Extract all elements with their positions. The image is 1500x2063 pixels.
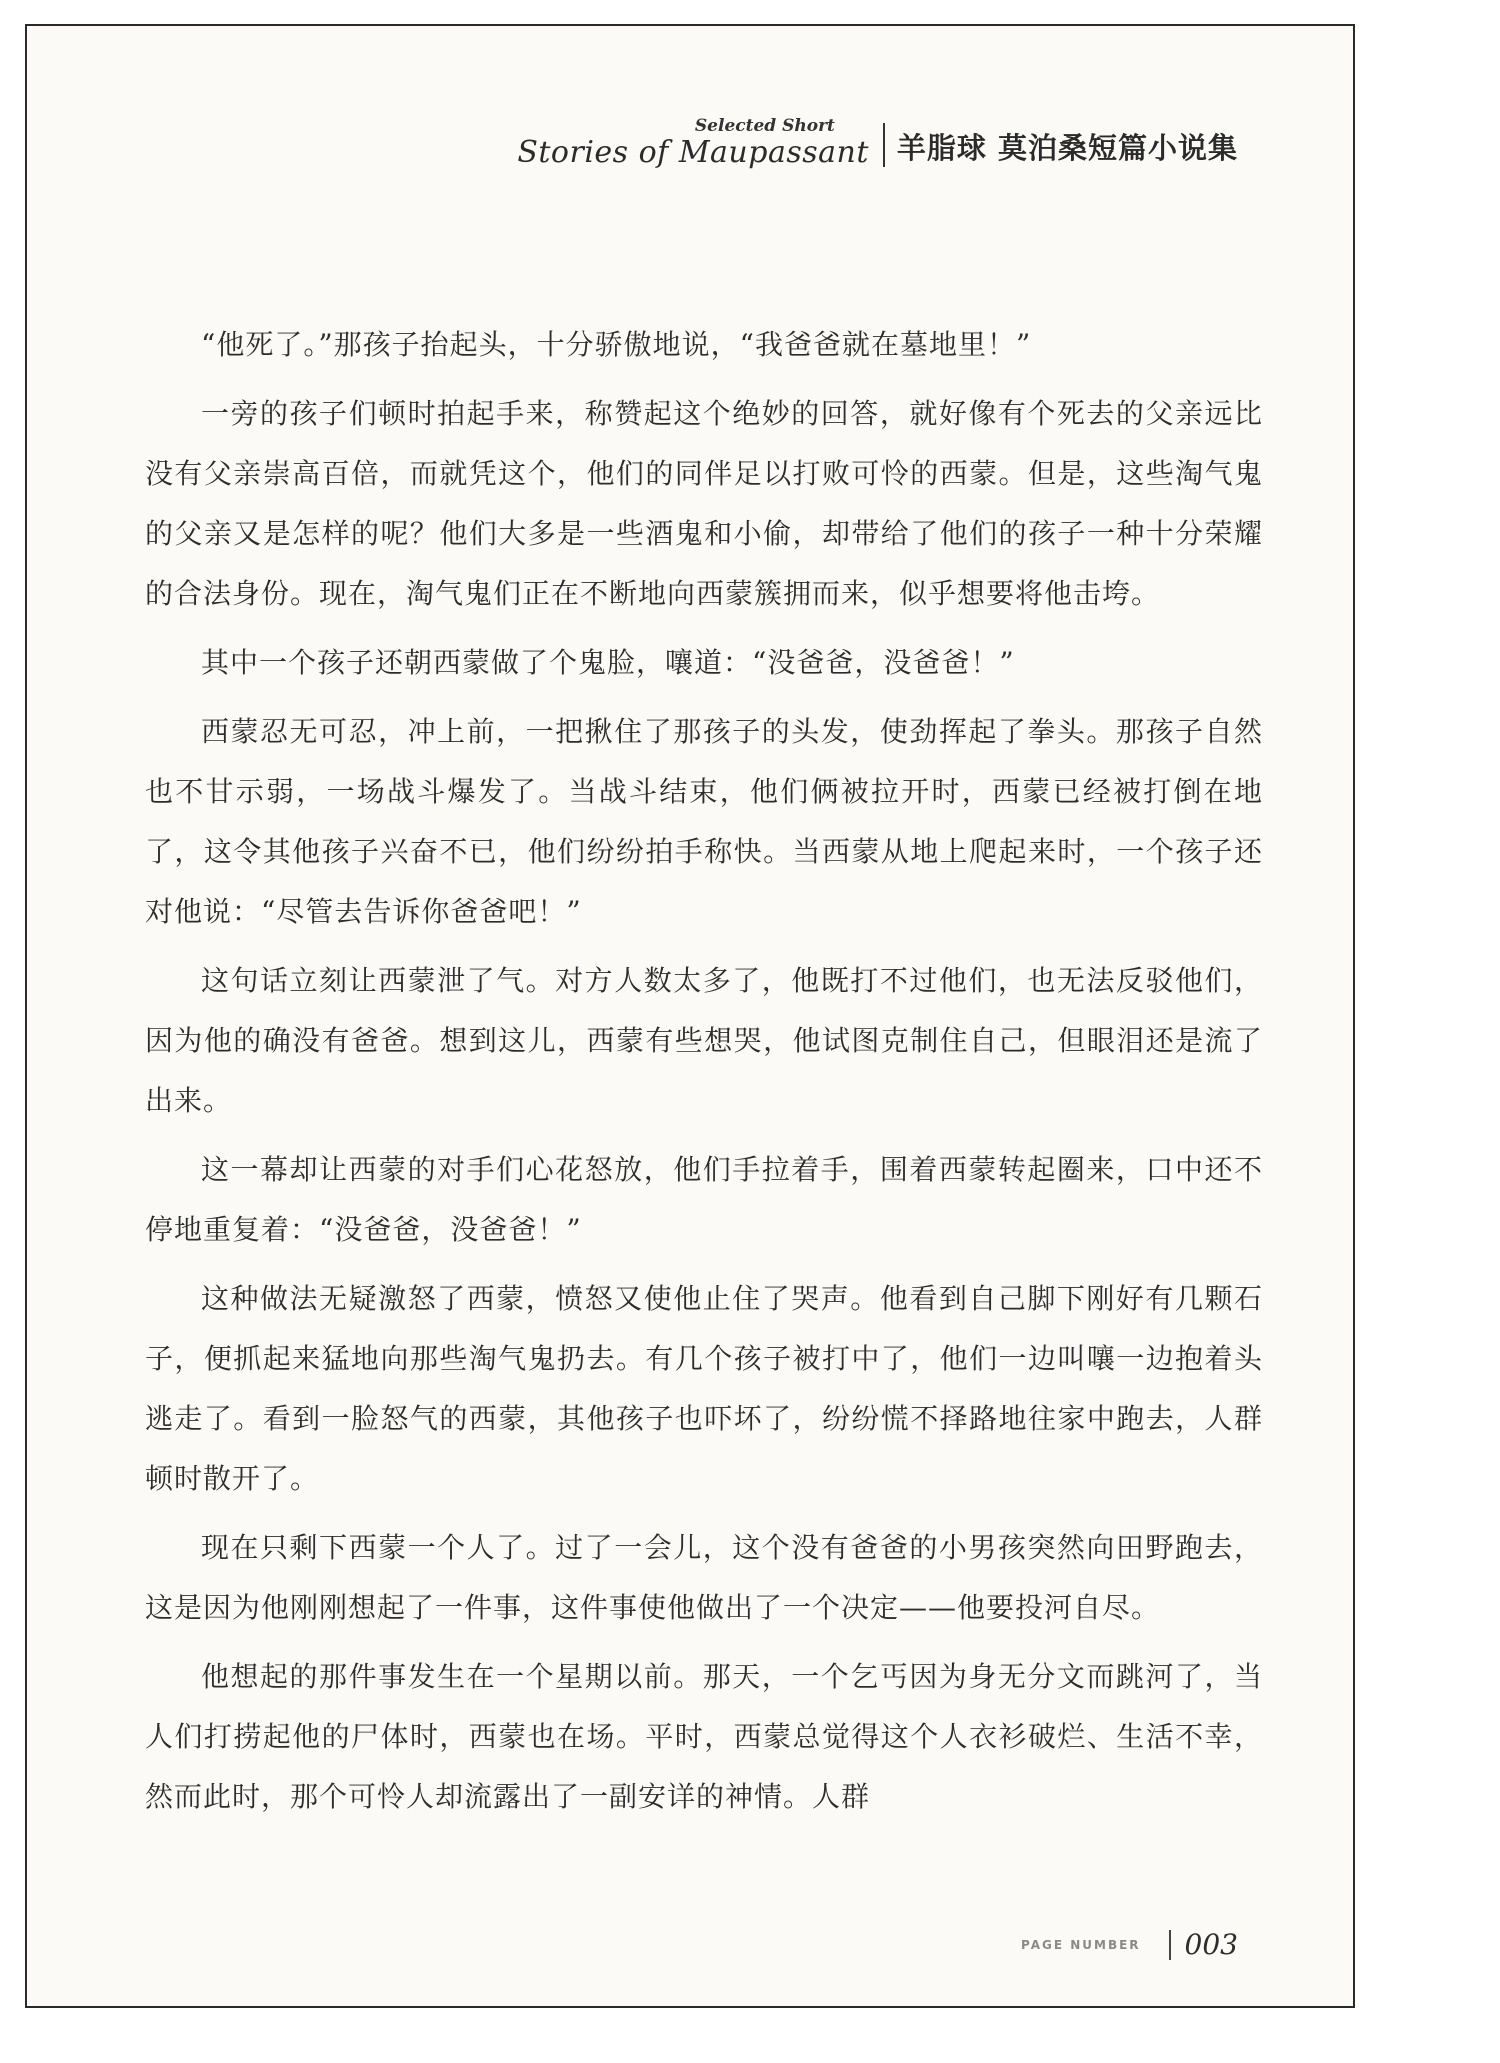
page-number-label: PAGE NUMBER (1021, 1937, 1141, 1952)
paragraph: 他想起的那件事发生在一个星期以前。那天，一个乞丐因为身无分文而跳河了，当人们打捞起他的尸体时，西蒙也在场。平时，西蒙总觉得这个人衣衫破烂、生活不幸，然而此时，那个可怜人却流露出了一副安详的神情。人群 (145, 1660, 1263, 1813)
book-title: 羊脂球 莫泊桑短篇小说集 (896, 130, 1238, 165)
body-text (145, 315, 1263, 1836)
running-header (517, 118, 1238, 169)
paragraph: 现在只剩下西蒙一个人了。过了一会儿，这个没有爸爸的小男孩突然向田野跑去，这是因为他刚刚想起了一件事，这件事使他做出了一个决定——他要投河自尽。 (145, 1531, 1263, 1624)
paragraph: 西蒙忍无可忍，冲上前，一把揪住了那孩子的头发，使劲挥起了拳头。那孩子自然也不甘示弱，一场战斗爆发了。当战斗结束，他们俩被拉开时，西蒙已经被打倒在地了，这令其他孩子兴奋不已，他们纷纷拍手称快。当西蒙从地上爬起来时，一个孩子还对他说：“尽管去告诉你爸爸吧！” (145, 715, 1263, 928)
paragraph: 这句话立刻让西蒙泄了气。对方人数太多了，他既打不过他们，也无法反驳他们，因为他的确没有爸爸。想到这儿，西蒙有些想哭，他试图克制住自己，但眼泪还是流了出来。 (145, 964, 1263, 1117)
paragraph: 这一幕却让西蒙的对手们心花怒放，他们手拉着手，围着西蒙转起圈来，口中还不停地重复着：“没爸爸，没爸爸！” (145, 1153, 1263, 1246)
page-margin-right (1360, 24, 1500, 2008)
book-page (25, 24, 1355, 2008)
series-title: Stories of Maupassant (517, 135, 869, 170)
paragraph: 一旁的孩子们顿时拍起手来，称赞起这个绝妙的回答，就好像有个死去的父亲远比没有父亲崇高百倍，而就凭这个，他们的同伴足以打败可怜的西蒙。但是，这些淘气鬼的父亲又是怎样的呢？他们大多是一些酒鬼和小偷，却带给了他们的孩子一种十分荣耀的合法身份。现在，淘气鬼们正在不断地向西蒙簇拥而来，似乎想要将他击垮。 (145, 397, 1263, 610)
page-footer (1021, 1928, 1238, 1961)
series-logo (517, 118, 869, 169)
paragraph: “他死了。”那孩子抬起头，十分骄傲地说，“我爸爸就在墓地里！” (201, 328, 1032, 361)
paragraph: 其中一个孩子还朝西蒙做了个鬼脸，嚷道：“没爸爸，没爸爸！” (201, 646, 1015, 679)
page-number: 003 (1184, 1928, 1238, 1961)
paragraph: 这种做法无疑激怒了西蒙，愤怒又使他止住了哭声。他看到自己脚下刚好有几颗石子，便抓起来猛地向那些淘气鬼扔去。有几个孩子被打中了，他们一边叫嚷一边抱着头逃走了。看到一脸怒气的西蒙，其他孩子也吓坏了，纷纷慌不择路地往家中跑去，人群顿时散开了。 (145, 1282, 1263, 1495)
footer-divider (1169, 1930, 1171, 1960)
header-divider (883, 123, 885, 167)
series-subtitle: Selected Short (694, 116, 835, 136)
